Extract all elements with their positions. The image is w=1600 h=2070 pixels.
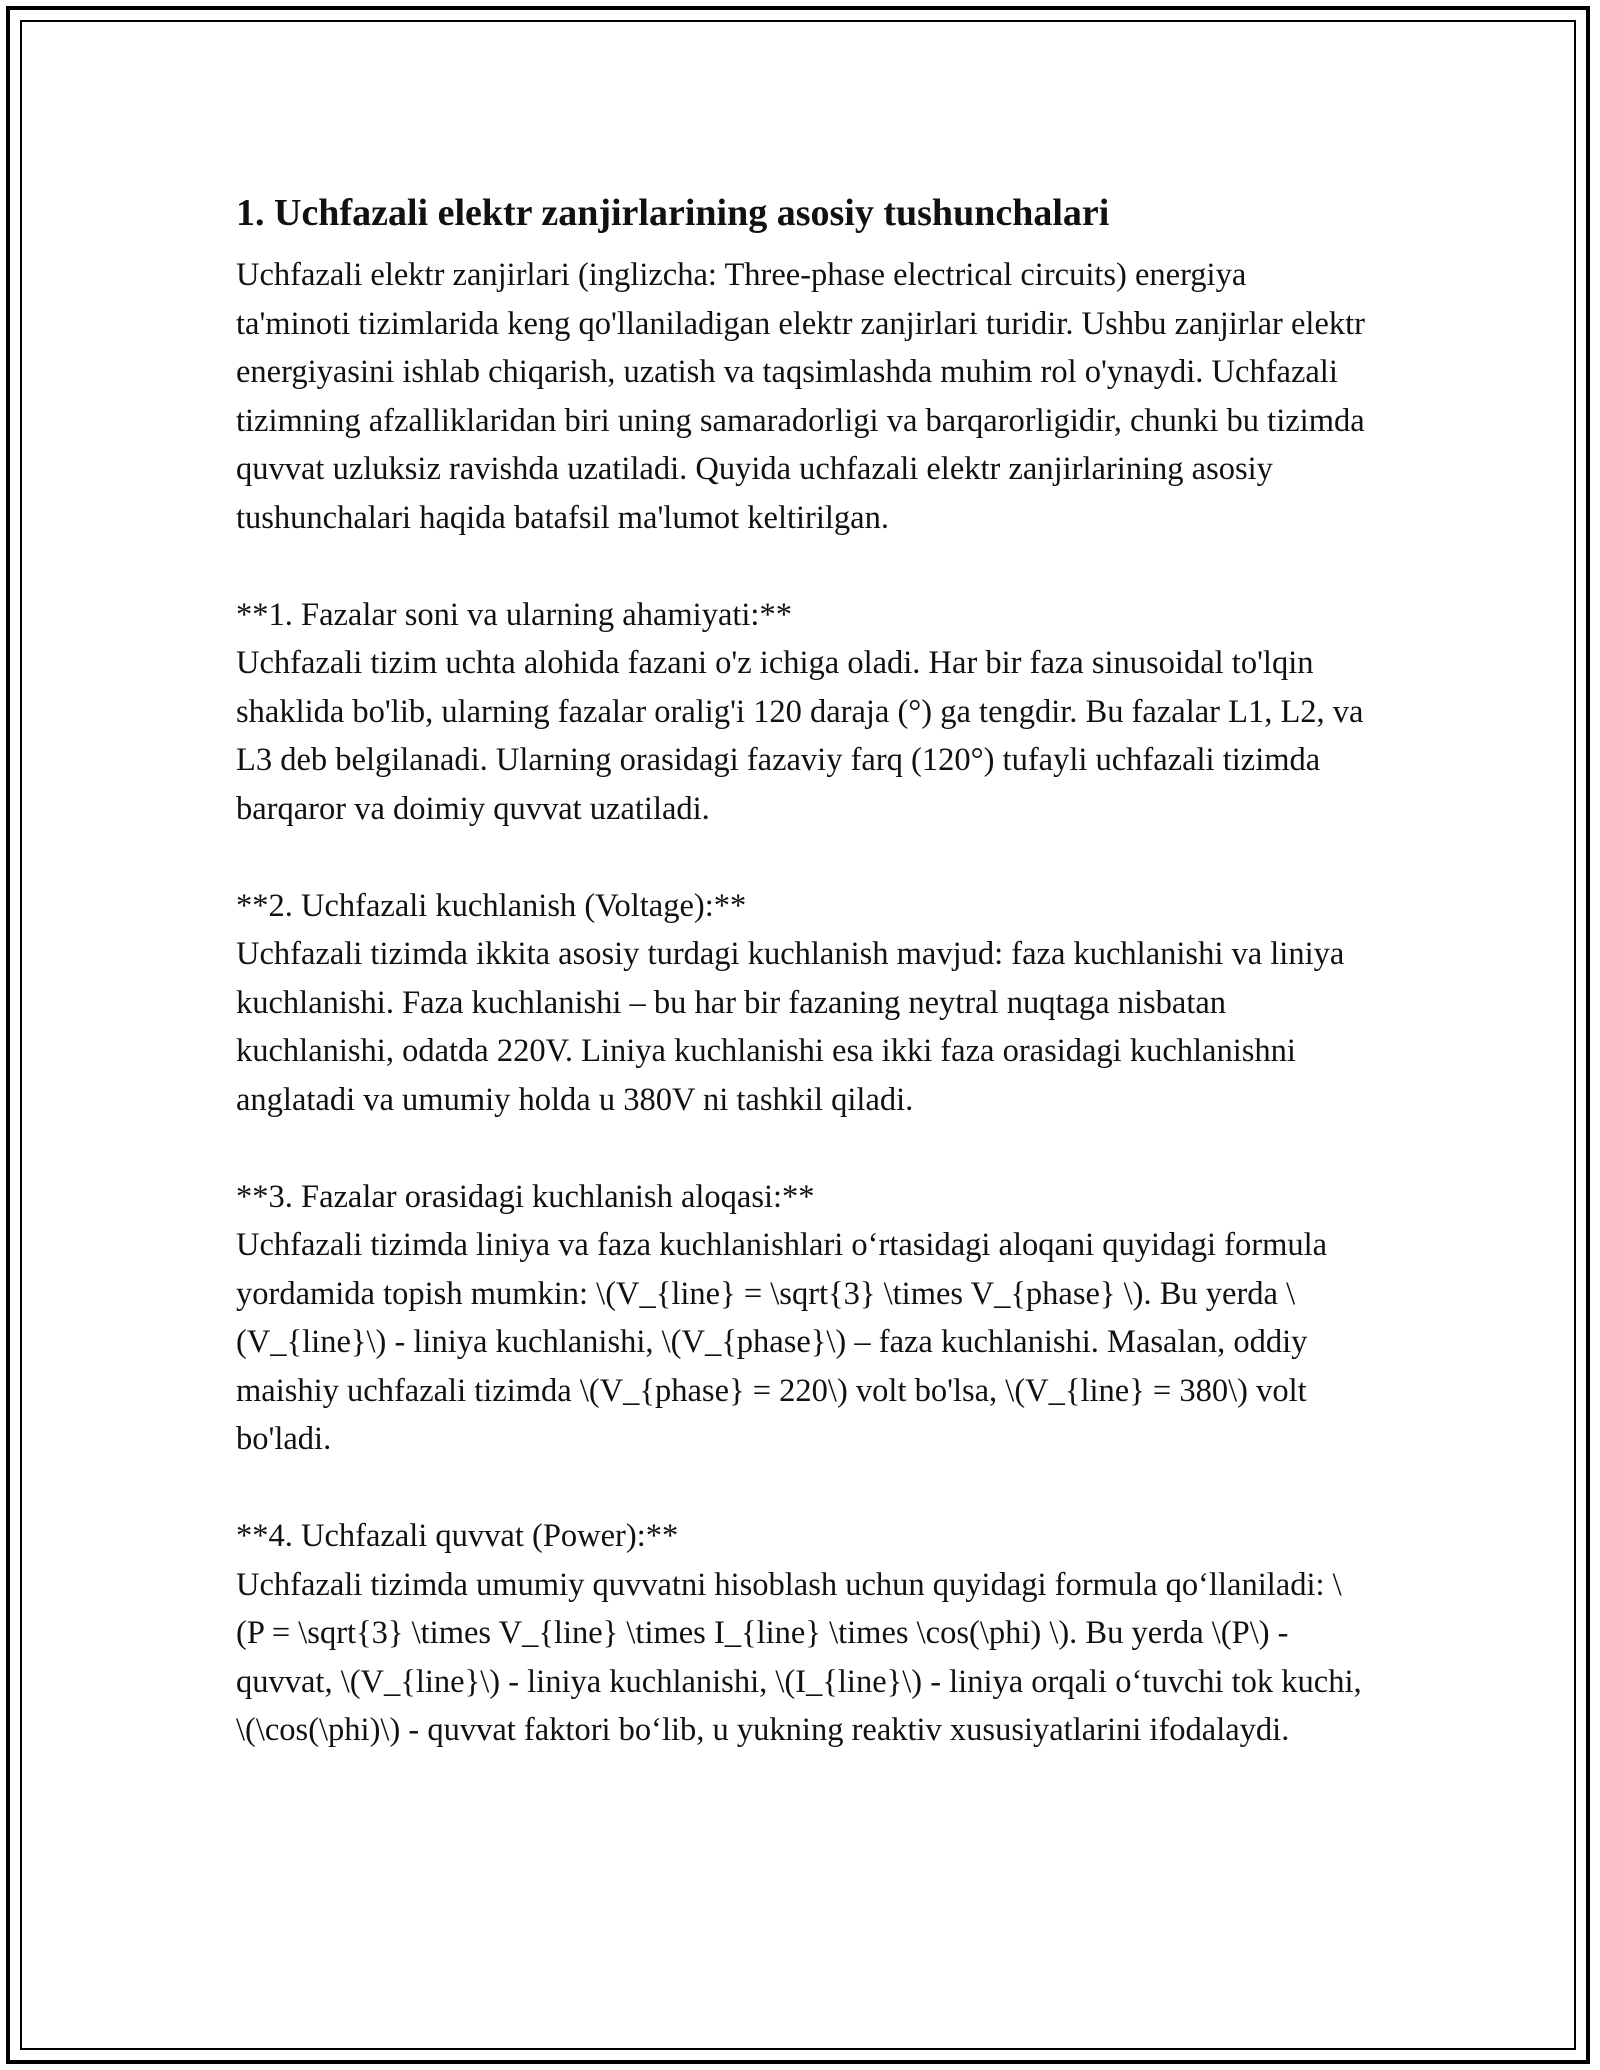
section-body: Uchfazali tizimda ikkita asosiy turdagi kuchlanish mavjud: faza kuchlanishi va liniya kuchlanishi. Faza kuchlanishi – bu har bir fazaning neytral nuqtaga nisbatan kuchlanishi, odatda 220V. Liniya kuchlanishi esa ikki faza orasidagi kuchlanishni anglatadi va umumiy holda u 380V ni tashkil qiladi.	[236, 936, 1345, 1118]
section-heading: **3. Fazalar orasidagi kuchlanish aloqasi:**	[236, 1178, 815, 1215]
document-body	[236, 185, 1366, 1755]
document-title: 1. Uchfazali elektr zanjirlarining asosiy tushunchalari	[236, 192, 1110, 234]
section-body: Uchfazali tizimda liniya va faza kuchlanishlari o‘rtasidagi aloqani quyidagi formula yordamida topish mumkin: \(V_{line} = \sqrt{3} \times V_{phase} \). Bu yerda \(V_{line}\) - liniya kuchlanishi, \(V_{phase}\) – faza kuchlanishi. Masalan, oddiy maishiy uchfazali tizimda \(V_{phase} = 220\) volt bo'lsa, \(V_{line} = 380\) volt bo'ladi.	[236, 1227, 1328, 1457]
section-body: Uchfazali tizimda umumiy quvvatni hisoblash uchun quyidagi formula qo‘llaniladi: \(P = \sqrt{3} \times V_{line} \times I_{line} \times \cos(\phi) \). Bu yerda \(P\) - quvvat, \(V_{line}\) - liniya kuchlanishi, \(I_{line}\) - liniya orqali o‘tuvchi tok kuchi, \(\cos(\phi)\) - quvvat faktori bo‘lib, u yukning reaktiv xususiyatlarini ifodalaydi.	[236, 1566, 1362, 1748]
section-voltage	[236, 882, 1366, 1125]
section-heading: **4. Uchfazali quvvat (Power):**	[236, 1518, 679, 1554]
section-phases	[236, 591, 1366, 834]
section-heading: **2. Uchfazali kuchlanish (Voltage):**	[236, 887, 747, 924]
intro-paragraph: Uchfazali elektr zanjirlari (inglizcha: Three-phase electrical circuits) energiya ta'minoti tizimlarida keng qo'llaniladigan elektr zanjirlari turidir. Ushbu zanjirlar elektr energiyasini ishlab chiqarish, uzatish va taqsimlashda muhim rol o'ynaydi. Uchfazali tizimning afzalliklaridan biri uning samaradorligi va barqarorligidir, chunki bu tizimda quvvat uzluksiz ravishda uzatiladi. Quyida uchfazali elektr zanjirlarining asosiy tushunchalari haqida batafsil ma'lumot keltirilgan.	[236, 257, 1365, 536]
section-voltage-relation	[236, 1173, 1366, 1464]
section-power	[236, 1512, 1366, 1755]
section-heading: **1. Fazalar soni va ularning ahamiyati:**	[236, 596, 792, 633]
section-body: Uchfazali tizim uchta alohida fazani o'z ichiga oladi. Har bir faza sinusoidal to'lqin shaklida bo'lib, ularning fazalar oralig'i 120 daraja (°) ga tengdir. Bu fazalar L1, L2, va L3 deb belgilanadi. Ularning orasidagi fazaviy farq (120°) tufayli uchfazali tizimda barqaror va doimiy quvvat uzatiladi.	[236, 645, 1364, 827]
